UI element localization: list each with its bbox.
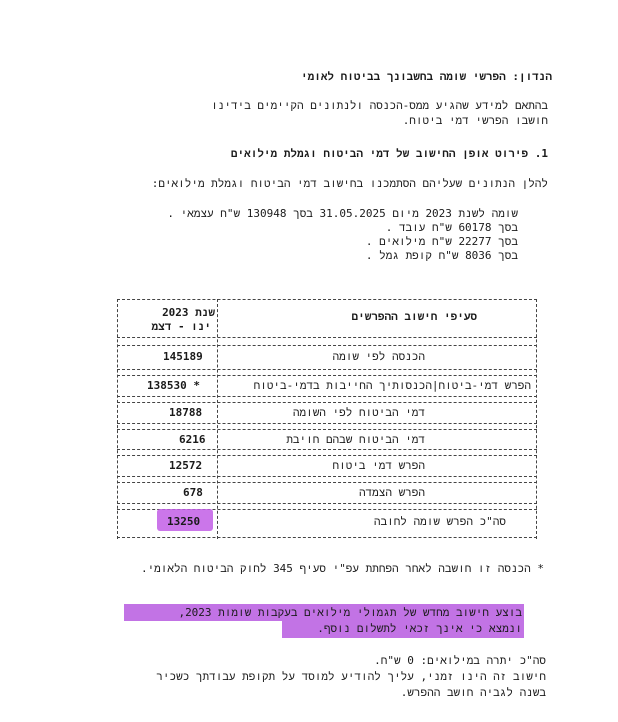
assessment-line-4: בסך 8036 ש"ח קופת גמל . bbox=[365, 249, 518, 262]
section-1-title: 1. פירוט אופן החישוב של דמי הביטוח וגמלת מילואים bbox=[230, 147, 548, 160]
table-row-value: 138530 * bbox=[147, 379, 200, 392]
table-row-label: הפרש דמי-ביטוח|הכנסותיך החייבות בדמי-ביטוח bbox=[253, 379, 531, 392]
table-row-label: הכנסה לפי שומה bbox=[332, 350, 425, 363]
table-row-label: הפרש הצמדה bbox=[358, 486, 425, 499]
subject-line: הנדון: הפרשי שומה בחשבונך בביטוח לאומי bbox=[301, 70, 552, 83]
note-line-1: חישוב זה הינו זמני, עליך להודיע למוסד על תקופת עבודתך כשכיר bbox=[156, 670, 546, 683]
table-row-value: 678 bbox=[183, 486, 203, 499]
table-row-value: 145189 bbox=[163, 350, 203, 363]
section-1-intro: להלן הנתונים שעליהם הסתמכנו בחישוב דמי הביטוח וגמלת מילואים: bbox=[151, 177, 548, 190]
table-row-value: 18788 bbox=[169, 406, 203, 419]
table-row-value: 12572 bbox=[169, 459, 203, 472]
intro-line-2: חושבו הפרשי דמי ביטוח. bbox=[402, 114, 548, 127]
table-row-label: הפרש דמי ביטוח bbox=[332, 459, 425, 472]
assessment-line-2: בסך 60178 ש"ח עובד . bbox=[385, 221, 518, 234]
table-row-value: 6216 bbox=[179, 433, 206, 446]
assessment-line-1: שומה לשנת 2023 מיום 31.05.2025 בסך 130948 ש"ח עצמאי . bbox=[167, 207, 518, 220]
recalc-line-1: בוצע חישוב מחדש של תגמולי מילואים בעקבות שומות 2023, bbox=[178, 606, 522, 619]
table-row-label: דמי הביטוח שבהם חויבת bbox=[286, 433, 425, 446]
table-row-label: סה"כ הפרש שומה לחובה bbox=[373, 515, 506, 528]
table-row-label: דמי הביטוח לפי השומה bbox=[292, 406, 425, 419]
table-total-value: 13250 bbox=[167, 515, 201, 528]
table-header-year: שנת 2023 bbox=[162, 306, 215, 319]
table-header-items: סעיפי חישוב ההפרשים bbox=[351, 310, 477, 323]
recalc-line-2: ונמצא כי אינך זכאי לתשלום נוסף. bbox=[317, 622, 522, 635]
table-header-period: ינו - דצמ bbox=[151, 320, 211, 333]
total-surplus: סה"כ יתרה במילואים: 0 ש"ח. bbox=[374, 654, 546, 667]
assessment-line-3: בסך 22277 ש"ח מילואים . bbox=[365, 235, 518, 248]
intro-line-1: בהתאם למידע שהגיע ממס-הכנסה ולנתונים הקיימים בידינו bbox=[211, 99, 548, 112]
footnote: * הכנסה זו חושבה לאחר הפחתת עפ"י סעיף 345 לחוק הביטוח הלאומי. bbox=[140, 562, 544, 575]
calculation-table bbox=[117, 299, 537, 539]
note-line-2: בשנה לגביה חושב ההפרש. bbox=[400, 686, 546, 699]
